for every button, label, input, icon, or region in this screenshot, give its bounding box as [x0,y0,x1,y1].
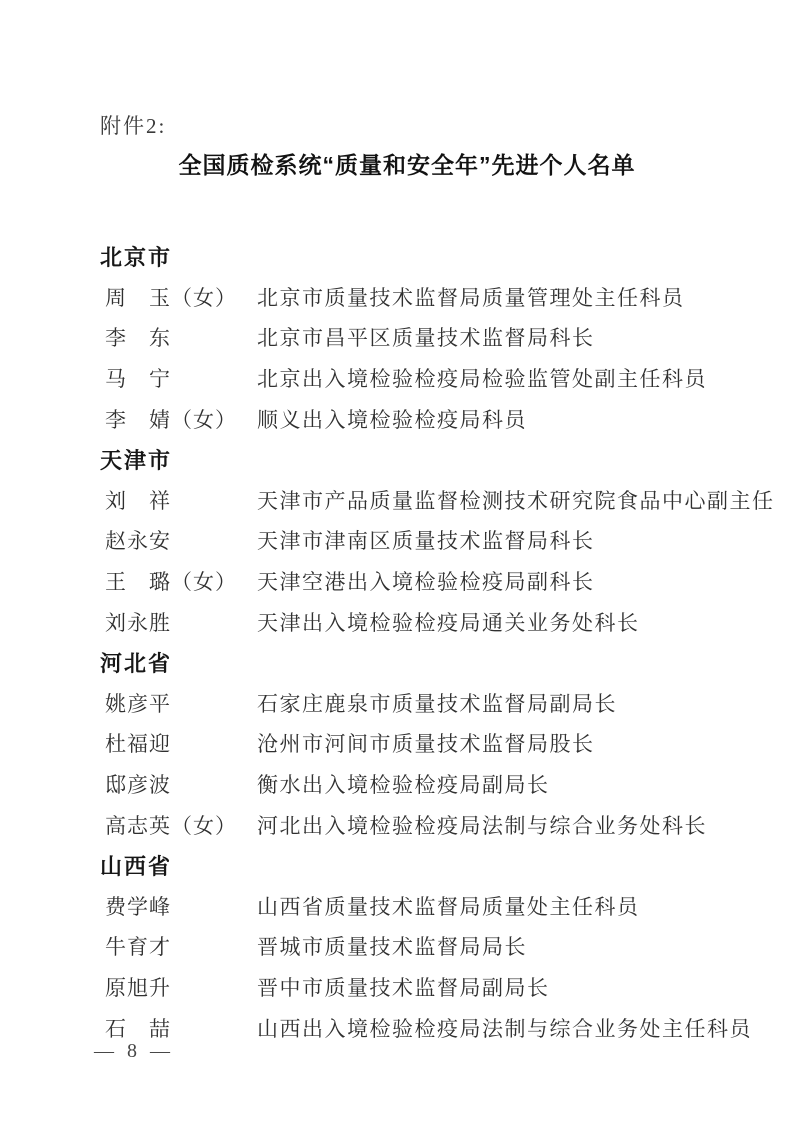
person-position: 山西出入境检验检疫局法制与综合业务处主任科员 [257,1016,752,1041]
person-name: 牛育才 [105,935,171,960]
person-row [100,561,760,602]
section-header-beijing: 北京市 [100,244,173,270]
person-name: 刘 祥 [105,488,171,513]
person-position: 北京出入境检验检疫局检验监管处副主任科员 [257,367,707,392]
person-name: 马 宁 [105,367,171,392]
person-name: 高志英（女） [105,813,237,838]
person-row [100,926,760,967]
person-position: 山西省质量技术监督局质量处主任科员 [257,894,640,919]
person-name: 原旭升 [105,975,171,1000]
person-position: 河北出入境检验检疫局法制与综合业务处科长 [257,813,707,838]
person-position: 天津市津南区质量技术监督局科长 [257,529,595,554]
person-row [100,601,760,642]
person-row [100,277,760,318]
person-row [100,480,775,521]
person-row [100,967,760,1008]
person-name: 李 东 [105,326,171,351]
attachment-label: 附件2: [100,114,167,138]
person-name: 石 喆 [105,1016,171,1041]
person-position: 石家庄鹿泉市质量技术监督局副局长 [257,691,617,716]
section-header-tianjin: 天津市 [100,447,173,473]
person-name: 刘永胜 [105,610,171,635]
person-row [100,683,760,724]
person-position: 北京市昌平区质量技术监督局科长 [257,326,595,351]
section-header-shanxi: 山西省 [100,853,173,879]
person-position: 晋中市质量技术监督局副局长 [257,975,550,1000]
person-position: 衡水出入境检验检疫局副局长 [257,773,550,798]
person-row [100,358,760,399]
person-position: 北京市质量技术监督局质量管理处主任科员 [257,285,685,310]
person-name: 杜福迎 [105,732,171,757]
person-position: 晋城市质量技术监督局局长 [257,935,527,960]
page-number: — 8 — [94,1040,174,1062]
person-name: 周 玉（女） [105,285,237,310]
person-position: 天津空港出入境检验检疫局副科长 [257,570,595,595]
roster-list [100,236,775,1048]
person-name: 李 婧（女） [105,407,237,432]
person-position: 天津出入境检验检疫局通关业务处科长 [257,610,640,635]
person-position: 沧州市河间市质量技术监督局股长 [257,732,595,757]
person-name: 王 璐（女） [105,570,237,595]
section-header-hebei: 河北省 [100,650,173,676]
person-row [100,804,760,845]
person-row [100,1007,760,1048]
person-position: 天津市产品质量监督检测技术研究院食品中心副主任 [257,488,775,513]
person-name: 赵永安 [105,529,171,554]
person-row [100,520,760,561]
person-row [100,317,760,358]
person-row [100,398,760,439]
person-name: 邸彦波 [105,773,171,798]
person-row [100,764,760,805]
person-name: 费学峰 [105,894,171,919]
person-name: 姚彦平 [105,691,171,716]
page-title: 全国质检系统“质量和安全年”先进个人名单 [178,152,636,178]
person-position: 顺义出入境检验检疫局科员 [257,407,527,432]
person-row [100,886,760,927]
person-row [100,723,760,764]
